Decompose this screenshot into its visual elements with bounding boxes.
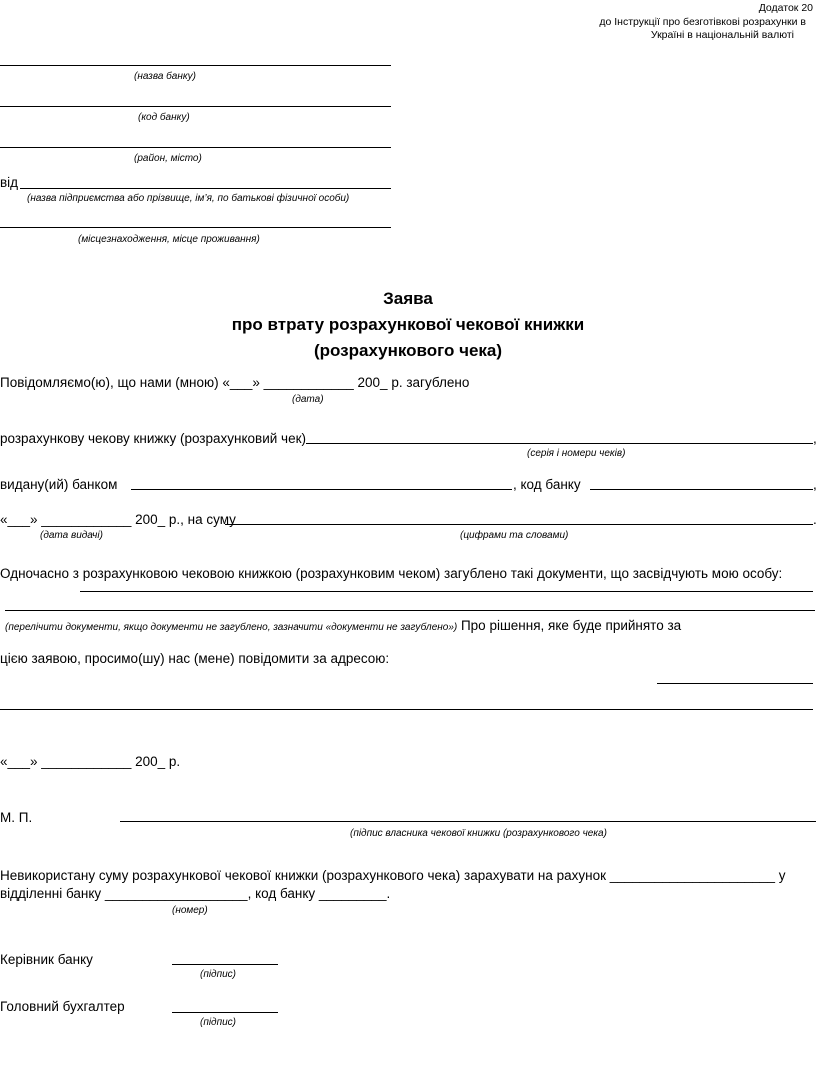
loss-notice-text: Повідомляємо(ю), що нами (мною) «___» ____________ 200_ р. загублено xyxy=(0,375,470,390)
issued-comma: , xyxy=(813,477,817,492)
bank-name-hint: (назва банку) xyxy=(134,71,196,82)
address-line-1[interactable] xyxy=(657,683,813,684)
bank-head-signature-hint: (підпис) xyxy=(200,969,236,980)
district-city-hint: (район, місто) xyxy=(134,153,202,164)
lost-documents-text: Одночасно з розрахунковою чековою книжкою (розрахунковим чеком) загублено такі документи, що засвідчують мою особу: xyxy=(0,566,783,581)
cheque-series-line[interactable] xyxy=(306,443,813,444)
issue-date-hint: (дата видачі) xyxy=(40,530,103,541)
unused-sum-text: Невикористану суму розрахункової чекової книжки (розрахункового чека) зарахувати на рахунок ______________________ у xyxy=(0,868,786,883)
lost-documents-hint-row xyxy=(5,617,681,635)
sum-line[interactable] xyxy=(225,524,813,525)
notify-address-text: цією заявою, просимо(шу) нас (мене) повідомити за адресою: xyxy=(0,651,390,666)
appendix-number: Додаток 20 xyxy=(758,2,813,14)
bank-code-label: , код банку xyxy=(513,477,581,492)
decision-text: Про рішення, яке буде прийнято за xyxy=(457,618,682,633)
checkbook-text: розрахункову чекову книжку (розрахунковий чек) xyxy=(0,431,306,446)
bank-code-hint: (код банку) xyxy=(138,112,190,123)
appendix-reference: до Інструкції про безготівкові розрахунки в xyxy=(599,16,806,28)
application-date: «___» ____________ 200_ р. xyxy=(0,754,181,769)
cheque-series-hint: (серія і номери чеків) xyxy=(527,448,626,459)
chief-accountant-label: Головний бухгалтер xyxy=(0,999,125,1014)
bank-head-signature-line[interactable] xyxy=(172,964,278,965)
issuing-bank-line[interactable] xyxy=(131,489,512,490)
issuing-bank-code-line[interactable] xyxy=(590,489,813,490)
applicant-line[interactable] xyxy=(20,188,391,189)
district-city-line[interactable] xyxy=(0,147,391,148)
stamp-place-label: М. П. xyxy=(0,810,33,825)
unused-sum-branch-text: відділенні банку ___________________, код банку _________. xyxy=(0,886,391,901)
applicant-hint: (назва підприємства або прізвище, ім’я, по батькові фізичної особи) xyxy=(27,193,350,204)
chief-accountant-signature-hint: (підпис) xyxy=(200,1017,236,1028)
document-subtitle: про втрату розрахункової чекової книжки xyxy=(231,315,585,334)
issue-date-sum-text: «___» ____________ 200_ р., на суму xyxy=(0,512,236,527)
chief-accountant-signature-line[interactable] xyxy=(172,1012,278,1013)
sum-period: . xyxy=(813,512,817,527)
bank-head-label: Керівник банку xyxy=(0,952,93,967)
document-subtitle-cont: (розрахункового чека) xyxy=(313,341,503,360)
owner-signature-hint: (підпис власника чекової книжки (розрахункового чека) xyxy=(350,828,607,839)
account-number-hint: (номер) xyxy=(172,905,208,916)
from-label: від xyxy=(0,175,19,190)
location-hint: (місцезнаходження, місце проживання) xyxy=(78,234,260,245)
lost-documents-line-1[interactable] xyxy=(80,591,813,592)
issued-by-label: видану(ий) банком xyxy=(0,477,118,492)
lost-documents-line-2[interactable] xyxy=(5,610,815,611)
checkbook-comma: , xyxy=(813,431,817,446)
owner-signature-line[interactable] xyxy=(120,821,816,822)
address-line-2[interactable] xyxy=(0,709,813,710)
document-title: Заява xyxy=(383,289,433,308)
date-hint: (дата) xyxy=(292,394,324,405)
location-line[interactable] xyxy=(0,227,391,228)
appendix-reference-cont: Україні в національній валюті xyxy=(650,29,794,41)
sum-hint: (цифрами та словами) xyxy=(460,530,569,541)
bank-name-line[interactable] xyxy=(0,65,391,66)
bank-code-line[interactable] xyxy=(0,106,391,107)
lost-documents-hint: (перелічити документи, якщо документи не загублено, зазначити «документи не загублено») xyxy=(5,622,458,633)
